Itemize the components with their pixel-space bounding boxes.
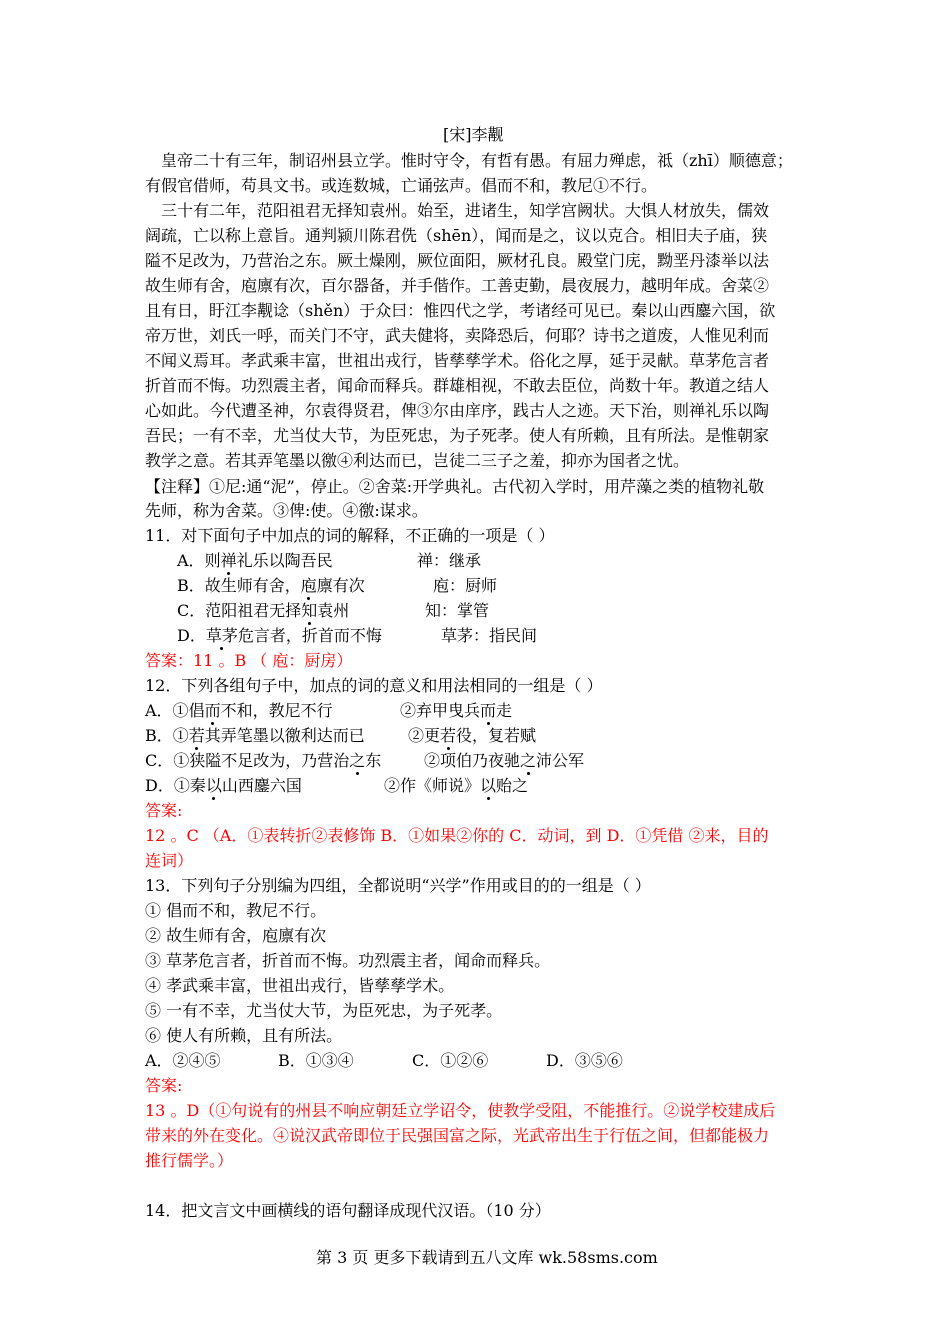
q11-option-b: [177, 576, 365, 596]
q12-answer-label: 答案:: [145, 801, 183, 820]
q12-option-a: [145, 701, 333, 721]
passage-line: 折首而不悔。功烈震主者，闻命而释兵。群雄相视，不敢去臣位，尚数十年。教道之结人: [145, 376, 770, 395]
author-line: [宋]李觏: [443, 125, 504, 144]
q12-option-b-part2: [408, 726, 536, 746]
q12-option-d-part2: [384, 776, 528, 796]
passage-line: 阔疏，亡以称上意旨。通判颍川陈君侁（shēn），闻而是之，议以克合。相旧夫子庙，狭: [145, 226, 768, 245]
passage-line: 不闻义焉耳。孝武乘丰富，世祖出戎行，皆孳孳学术。俗化之厚，延于灵献。草茅危言者: [145, 351, 770, 370]
option-text: ②项伯乃夜驰: [424, 751, 521, 770]
dotted-word: 之: [520, 751, 537, 770]
option-text: 则: [204, 551, 221, 570]
passage-line: 吾民；一有不幸，尤当仗大节，为臣死忠，为子死孝。使人有所赖，且有所法。是惟朝家: [145, 426, 770, 445]
q13-item: ⑤ 一有不幸，尤当仗大节，为臣死忠，为子死孝。: [145, 1001, 503, 1020]
dotted-word: 而: [204, 701, 221, 720]
q13-choice-b: B．①③④: [278, 1051, 354, 1070]
option-text: 廪有次: [316, 576, 365, 595]
q12-option-c: [145, 751, 381, 771]
q11-answer: 答案：11 。B （ 庖：厨房）: [145, 651, 353, 670]
q13-item: ⑥ 使人有所赖，且有所法。: [145, 1026, 343, 1045]
option-label: D．①: [145, 776, 190, 795]
q13-choice-d: D．③⑤⑥: [546, 1051, 623, 1070]
q11-option-d: [177, 626, 382, 646]
q13-stem: 13．下列句子分别编为四组，全都说明“兴学”作用或目的的一组是（ ）: [145, 876, 651, 895]
option-label: B．: [177, 576, 205, 595]
option-text: ②更: [408, 726, 441, 745]
option-text: 秦: [189, 776, 206, 795]
option-text: 范阳祖君无择: [205, 601, 302, 620]
q11-option-b-gloss: 庖：厨师: [433, 576, 498, 595]
option-label: B．①: [145, 726, 189, 745]
q11-option-a: [177, 551, 333, 571]
option-text: 东: [365, 751, 382, 770]
q12-option-c-part2: [424, 751, 584, 771]
dotted-word: 若: [188, 726, 205, 745]
notes-line: 先师，称为舍菜。③俾:使。④徼:谋求。: [145, 501, 428, 520]
option-text: 不和，教尼不行: [220, 701, 333, 720]
q11-option-d-gloss: 草茅：指民间: [441, 626, 538, 645]
dotted-word: 草茅: [205, 626, 238, 645]
option-label: C．①: [145, 751, 190, 770]
dotted-word: 而: [480, 701, 497, 720]
dotted-word: 庖: [300, 576, 317, 595]
dotted-word: 以: [205, 776, 222, 795]
q13-answer-line: 推行儒学。）: [145, 1151, 234, 1170]
notes-line: 【注释】①尼:通“泥”，停止。②舍菜:开学典礼。古代初入学时，用芹藻之类的植物礼敬: [145, 477, 765, 496]
option-text: 役，复若赋: [456, 726, 537, 745]
passage-line: 故生师有舍，庖廪有次，百尔器备，并手偕作。工善吏勤，晨夜展力，越明年成。舍菜②: [145, 276, 770, 295]
q12-option-d: [145, 776, 302, 796]
option-text: 狭隘不足改为，乃营治: [189, 751, 350, 770]
passage-line: 有假官借师，苟具文书。或连数城，亡诵弦声。倡而不和，教尼①不行。: [145, 176, 658, 195]
q13-answer-label: 答案:: [145, 1076, 183, 1095]
option-text: 山西鏖六国: [221, 776, 302, 795]
q11-option-c: [177, 601, 349, 621]
option-text: 危言者，折首而不悔: [237, 626, 382, 645]
q13-item: ① 倡而不和，教尼不行。: [145, 901, 327, 920]
passage-line: 教学之意。若其弄笔墨以徼④利达而已，岂徒二三子之羞，抑亦为国者之忧。: [145, 451, 690, 470]
option-text: 其弄笔墨以徼利达而已: [204, 726, 365, 745]
option-text: ②弃甲曳兵: [400, 701, 481, 720]
dotted-word: 知: [301, 601, 318, 620]
q12-stem: 12．下列各组句子中，加点的词的意义和用法相同的一组是（ ）: [145, 676, 603, 695]
option-text: 贻之: [496, 776, 529, 795]
option-text: 沛公军: [536, 751, 585, 770]
passage-line: 隘不足改为，乃营治之东。厥土燥刚，厥位面阳，厥材孔良。殿堂门庑，黝垩丹漆举以法: [145, 251, 770, 270]
option-text: 走: [496, 701, 513, 720]
option-text: 袁州: [317, 601, 350, 620]
q13-answer-line: 带来的外在变化。④说汉武帝即位于民强国富之际，光武帝出生于行伍之间，但都能极力: [145, 1126, 770, 1145]
passage-line: 三十有二年，范阳祖君无择知袁州。始至，进诸生，知学宫阙状。大惧人材放失，儒效: [161, 201, 770, 220]
q11-stem: 11．对下面句子中加点的词的解释，不正确的一项是（ ）: [145, 526, 555, 545]
q13-item: ③ 草茅危言者，折首而不悔。功烈震主者，闻命而释兵。: [145, 951, 551, 970]
q12-answer-line: 12 。C （A．①表转折②表修饰 B．①如果②你的 C．动词，到 D．①凭借 ②来，目的: [145, 826, 769, 845]
option-label: D．: [177, 626, 206, 645]
q12-answer-line: 连词）: [145, 851, 194, 870]
dotted-word: 若: [440, 726, 457, 745]
passage-line: 帝万世，刘氏一呼，而关门不守，武夫健将，卖降恐后，何耶？诗书之道废，人惟见利而: [145, 326, 770, 345]
dotted-word: 禅: [220, 551, 237, 570]
option-text: 故生师有舍，: [204, 576, 301, 595]
q11-option-c-gloss: 知：掌管: [425, 601, 490, 620]
option-text: 礼乐以陶吾民: [236, 551, 333, 570]
q13-item: ② 故生师有舍，庖廪有次: [145, 926, 327, 945]
passage-line: 心如此。今代遭圣神，尔袁得贤君，俾③尔由庠序，践古人之迹。天下治，则禅礼乐以陶: [145, 401, 770, 420]
dotted-word: 以: [480, 776, 497, 795]
option-text: 倡: [188, 701, 205, 720]
q14-stem: 14．把文言文中画横线的语句翻译成现代汉语。（10 分）: [145, 1201, 551, 1220]
option-label: A．: [177, 551, 205, 570]
q13-choice-a: A．②④⑤: [145, 1051, 221, 1070]
q11-option-a-gloss: 禅：继承: [417, 551, 482, 570]
page-footer: 第 3 页 更多下载请到五八文库 wk.58sms.com: [316, 1248, 658, 1267]
passage-line: 皇帝二十有三年，制诏州县立学。惟时守令，有哲有愚。有屈力殚虑，祗（zhī）顺德意；: [161, 151, 793, 170]
q13-item: ④ 孝武乘丰富，世祖出戎行，皆孳孳学术。: [145, 976, 455, 995]
q13-choice-c: C．①②⑥: [412, 1051, 489, 1070]
option-text: ②作《师说》: [384, 776, 481, 795]
option-label: A．①: [145, 701, 189, 720]
option-label: C．: [177, 601, 206, 620]
q13-answer-line: 13 。D（①句说有的州县不响应朝廷立学诏令，使教学受阻，不能推行。②说学校建成后: [145, 1101, 776, 1120]
q12-option-a-part2: [400, 701, 512, 721]
dotted-word: 之: [349, 751, 366, 770]
passage-line: 且有日，盱江李觏谂（shěn）于众曰：惟四代之学，考诸经可见已。秦以山西鏖六国，欲: [145, 301, 776, 320]
q12-option-b: [145, 726, 365, 746]
